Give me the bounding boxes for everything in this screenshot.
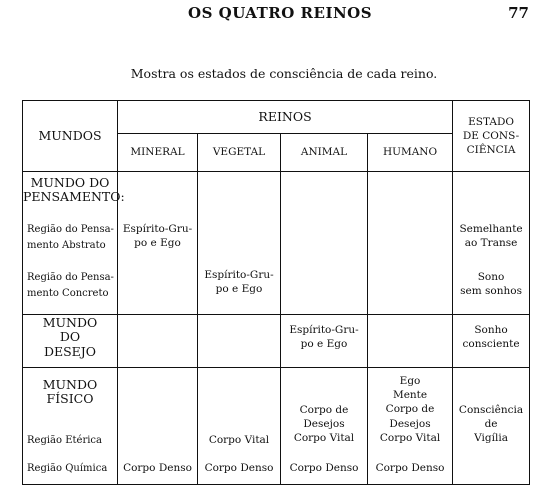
- pensamento-humano: [368, 172, 453, 315]
- kingdom-animal: ANIMAL: [281, 134, 368, 172]
- desejo-humano: [368, 315, 453, 368]
- estado-header: ESTADO DE CONS- CIÊNCIA: [453, 101, 530, 172]
- reinos-header: REINOS: [118, 101, 453, 134]
- kingdoms-table: [22, 100, 530, 485]
- desejo-vegetal: [198, 315, 281, 368]
- fisico-animal: Corpo de Desejos Corpo Vital Corpo Denso: [281, 368, 368, 485]
- world-fisico-title: MUNDO FÍSICO: [42, 377, 98, 407]
- world-pensamento: [23, 172, 125, 315]
- fisico-mineral: Corpo Denso: [118, 368, 198, 485]
- kingdom-mineral: MINERAL: [118, 134, 198, 172]
- pensamento-vegetal: Espírito-Gru- po e Ego: [198, 172, 281, 315]
- chapter-title: OS QUATRO REINOS: [188, 4, 373, 22]
- kingdom-vegetal: VEGETAL: [198, 134, 281, 172]
- region-quimica: Região Química: [27, 463, 108, 474]
- world-pensamento-title: MUNDO DO PENSAMENTO:: [23, 175, 125, 205]
- desejo-animal: Espírito-Gru- po e Ego: [281, 315, 368, 368]
- region-concreto: Região do Pensa- mento Concreto: [27, 272, 114, 299]
- world-fisico: [23, 368, 118, 485]
- pensamento-estado: Semelhante ao Transe Sono sem sonhos: [453, 172, 530, 315]
- fisico-estado: Consciência de Vigília: [453, 368, 530, 485]
- desejo-mineral: [118, 315, 198, 368]
- pensamento-mineral: Espírito-Gru- po e Ego: [118, 172, 198, 315]
- region-abstrato: Região do Pensa- mento Abstrato: [27, 224, 114, 251]
- mundos-header: MUNDOS: [23, 101, 118, 172]
- page-number: 77: [508, 4, 529, 22]
- kingdom-humano: HUMANO: [368, 134, 453, 172]
- pensamento-animal: [281, 172, 368, 315]
- page-header: [0, 4, 543, 24]
- fisico-humano: Ego Mente Corpo de Desejos Corpo Vital Corpo Denso: [368, 368, 453, 485]
- fisico-vegetal: Corpo Vital Corpo Denso: [198, 368, 281, 485]
- world-desejo: MUNDO DO DESEJO: [23, 315, 118, 368]
- table-caption: Mostra os estados de consciência de cada reino.: [130, 66, 438, 81]
- region-eterica: Região Etérica: [27, 435, 102, 446]
- desejo-estado: Sonho consciente: [453, 315, 530, 368]
